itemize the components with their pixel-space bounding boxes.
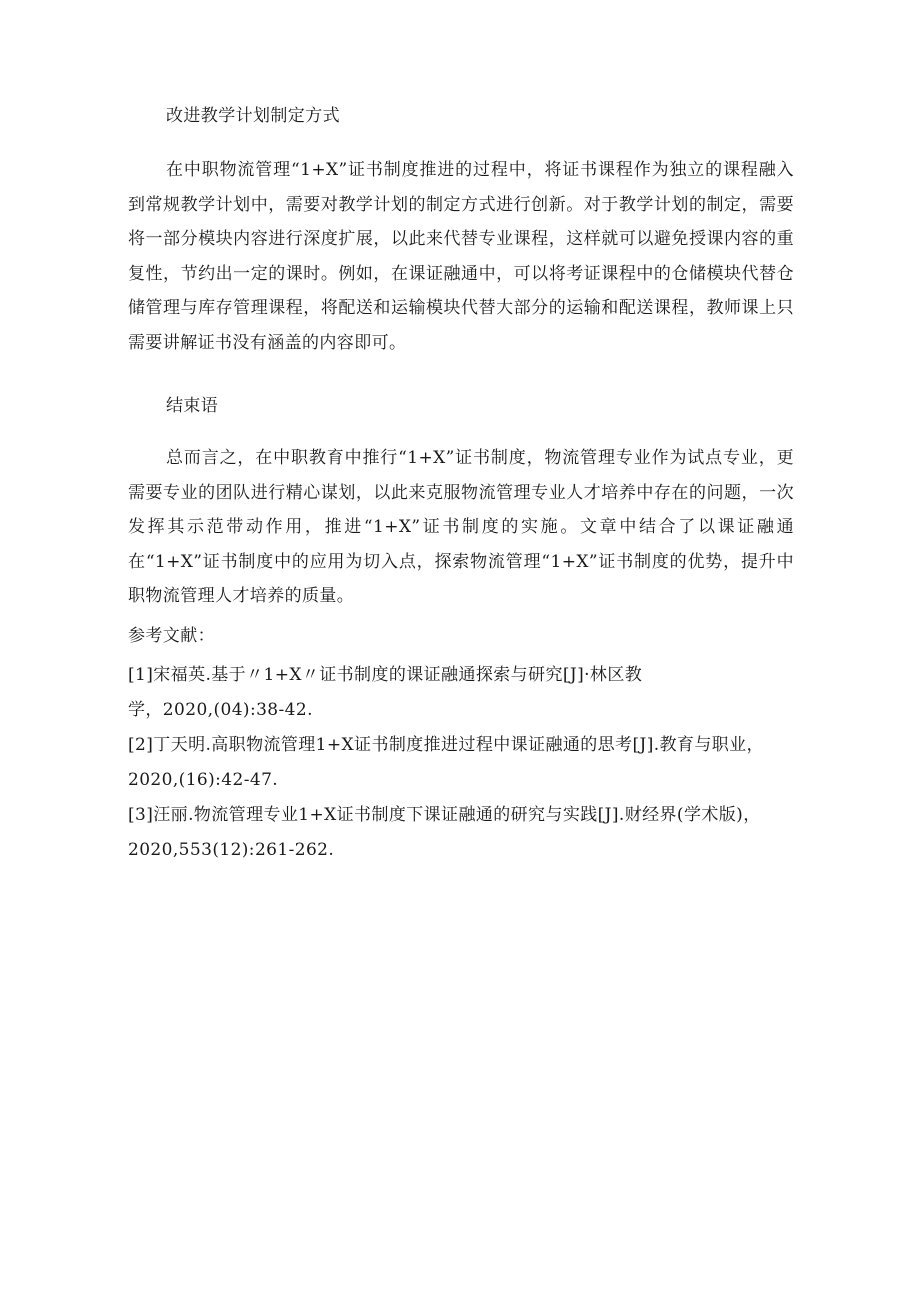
section-heading-teaching-plan: 改进教学计划制定方式 — [166, 106, 340, 126]
reference-line: 学，2020,(04):38-42. — [128, 700, 313, 720]
paragraph-conclusion: 总而言之，在中职教育中推行“1+X”证书制度，物流管理专业作为试点专业，更需要专业的团队进行精心谋划，以此来克服物流管理专业人才培养中存在的问题，一次发挥其示范带动作用，推进“1+X”证书制度的实施。文章中结合了以课证融通在“1+X”证书制度中的应用为切入点，探索物流管理“1+X”证书制度的优势，提升中职物流管理人才培养的质量。 — [128, 448, 794, 606]
reference-line: 2020,553(12):261-262. — [128, 840, 335, 860]
section-heading-conclusion: 结束语 — [166, 396, 219, 416]
reference-line: [1]宋福英.基于〃1+X〃证书制度的课证融通探索与研究[J]·林区教 — [128, 665, 643, 685]
reference-item — [128, 658, 794, 728]
reference-line: [2]丁天明.高职物流管理1+X证书制度推进过程中课证融通的思考[J].教育与职业， — [128, 735, 764, 755]
references-title: 参考文献： — [128, 626, 215, 646]
paragraph-teaching-plan: 在中职物流管理“1+X”证书制度推进的过程中，将证书课程作为独立的课程融入到常规教学计划中，需要对教学计划的制定方式进行创新。对于教学计划的制定，需要将一部分模块内容进行深度扩展，以此来代替专业课程，这样就可以避免授课内容的重复性，节约出一定的课时。例如，在课证融通中，可以将考证课程中的仓储模块代替仓储管理与库存管理课程，将配送和运输模块代替大部分的运输和配送课程，教师课上只需要讲解证书没有涵盖的内容即可。 — [128, 160, 794, 353]
reference-line: 2020,(16):42-47. — [128, 770, 279, 790]
reference-item — [128, 798, 794, 868]
reference-item — [128, 728, 794, 798]
reference-line: [3]汪丽.物流管理专业1+X证书制度下课证融通的研究与实践[J].财经界(学术版)， — [128, 805, 761, 825]
